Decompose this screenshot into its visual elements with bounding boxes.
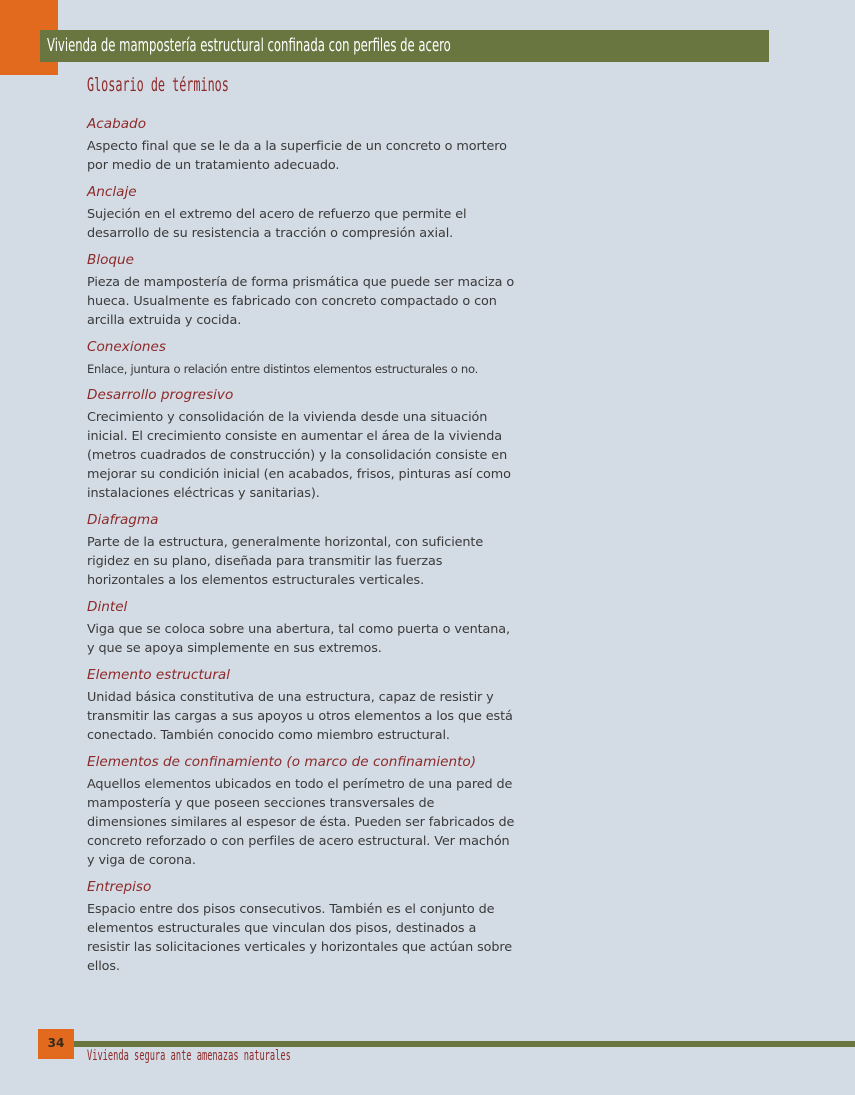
glossary-definition: Pieza de mampostería de forma prismática que puede ser maciza o hueca. Usualmente es fabricado con concreto compactado o con arcilla extruida y cocida.: [87, 275, 515, 328]
footer-rule: [58, 1041, 855, 1047]
glossary-term: Bloque: [87, 252, 135, 268]
glossary-entry-elementos-de-confinamiento: [87, 753, 517, 870]
glossary-definition: Sujeción en el extremo del acero de refuerzo que permite el desarrollo de su resistencia a tracción o compresión axial.: [87, 207, 467, 241]
glossary-term: Acabado: [87, 116, 147, 132]
glossary-definition: Enlace, juntura o relación entre distintos elementos estructurales o no.: [87, 362, 478, 376]
glossary-definition: Aquellos elementos ubicados en todo el perímetro de una pared de mampostería y que poseen secciones transversales de dimensiones similares al espesor de ésta. Pueden ser fabricados de concreto reforzado o con perfiles de acero estructural. Ver machón y viga de corona.: [87, 777, 515, 868]
glossary-definition: Unidad básica constitutiva de una estructura, capaz de resistir y transmitir las cargas a sus apoyos u otros elementos a los que está conectado. También conocido como miembro estructural.: [87, 690, 513, 743]
glossary-term: Anclaje: [87, 184, 137, 200]
glossary-term: Dintel: [87, 599, 128, 615]
glossary-entry-bloque: [87, 251, 517, 330]
glossary-entry-anclaje: [87, 183, 517, 243]
glossary-definition: Parte de la estructura, generalmente horizontal, con suficiente rigidez en su plano, diseñada para transmitir las fuerzas horizontales a los elementos estructurales verticales.: [87, 535, 484, 588]
glossary-term: Entrepiso: [87, 879, 152, 895]
glossary-definition: Aspecto final que se le da a la superficie de un concreto o mortero por medio de un tratamiento adecuado.: [87, 139, 507, 173]
glossary-term: Elemento estructural: [87, 667, 231, 683]
glossary-definition: Viga que se coloca sobre una abertura, tal como puerta o ventana, y que se apoya simplemente en sus extremos.: [87, 622, 511, 656]
glossary-term: Conexiones: [87, 339, 166, 355]
page-number: 34: [47, 1036, 65, 1050]
glossary-entry-desarrollo-progresivo: [87, 386, 517, 503]
glossary-entry-acabado: [87, 115, 517, 175]
glossary-term: Elementos de confinamiento (o marco de confinamiento): [87, 754, 477, 770]
section-title: Glosario de términos: [87, 74, 229, 96]
glossary-entry-dintel: [87, 598, 517, 658]
glossary-entry-conexiones: [87, 338, 517, 379]
glossary-entry-entrepiso: [87, 878, 517, 976]
page-header-title: Vivienda de mampostería estructural confinada con perfiles de acero: [47, 35, 451, 56]
glossary-list: [87, 115, 517, 984]
glossary-entry-diafragma: [87, 511, 517, 590]
footer-book-title: Vivienda segura ante amenazas naturales: [87, 1048, 291, 1064]
page-number-box: [38, 1029, 74, 1059]
glossary-definition: Crecimiento y consolidación de la vivienda desde una situación inicial. El crecimiento consiste en aumentar el área de la vivienda (metros cuadrados de construcción) y la consolidación consiste en mejorar su condición inicial (en acabados, frisos, pinturas así como instalaciones eléctricas y sanitarias).: [87, 410, 511, 501]
glossary-definition: Espacio entre dos pisos consecutivos. También es el conjunto de elementos estructurales que vinculan dos pisos, destinados a resistir las solicitaciones verticales y horizontales que actúan sobre ellos.: [87, 902, 513, 974]
glossary-entry-elemento-estructural: [87, 666, 517, 745]
glossary-term: Diafragma: [87, 512, 159, 528]
glossary-term: Desarrollo progresivo: [87, 387, 234, 403]
